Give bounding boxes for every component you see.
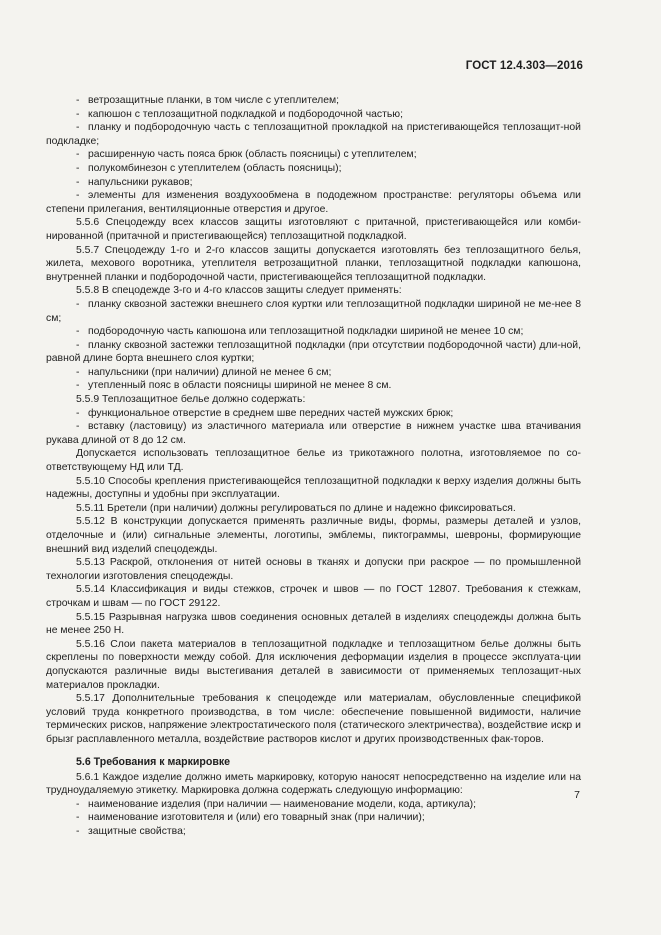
paragraph-5-6-1: 5.6.1 Каждое изделие должно иметь маркировку, которую наносят непосредственно на изделие или на трудноудаляемую этикетку. Маркировка должна содержать следующую информацию: <box>46 771 581 797</box>
document-code-header: ГОСТ 12.4.303—2016 <box>465 60 583 72</box>
list-item: - напульсники (при наличии) длиной не менее 6 см; <box>76 366 332 378</box>
page-number: 7 <box>574 789 580 801</box>
list-item: - защитные свойства; <box>76 825 186 837</box>
list-item: - вставку (ластовицу) из эластичного материала или отверстие в нижнем участке шва втачивания рукава длиной от 8 до 12 см. <box>46 421 581 446</box>
paragraph-5-5-8: 5.5.8 В спецодежде 3-го и 4-го классов защиты следует применять: <box>76 285 402 297</box>
paragraph-5-5-17: 5.5.17 Дополнительные требования к спецодежде или материалам, обусловленные спецификой условий труда конкретного производства, в том числе: обеспечение повышенной видимости, наличие термических рисков, напряжение электростатического поля (статического электричества), воздействие искр и брызг расплавленного металла, воздействие растворов кислот и других производственных фак-торов. <box>46 693 581 745</box>
list-item: - элементы для изменения воздухообмена в пододежном пространстве: регуляторы объема или степени прилегания, вентиляционные отверстия и другое. <box>46 190 581 215</box>
paragraph-5-5-9-note: Допускается использовать теплозащитное белье из трикотажного полотна, изготовляемое по со-ответствующему НД или ТД. <box>46 448 581 474</box>
paragraph-5-5-15: 5.5.15 Разрывная нагрузка швов соединения основных деталей в изделиях спецодежды должна быть не менее 250 Н. <box>46 611 581 637</box>
dash-bullet: - <box>76 298 80 310</box>
dash-bullet: - <box>76 812 80 824</box>
paragraph-5-5-7: 5.5.7 Спецодежду 1-го и 2-го классов защиты допускается изготовлять без теплозащитного белья, жилета, мехового воротника, утеплителя ветрозащитной планки, теплозащитной подкладки капюшона, внутренней планки и подбородочной части, пристегивающейся теплозащитной подкладки. <box>46 244 581 283</box>
paragraph-5-5-10: 5.5.10 Способы крепления пристегивающейся теплозащитной подкладки к верху изделия должны быть надежны, доступны и удобны при эксплуатации. <box>46 475 581 501</box>
dash-bullet: - <box>76 339 80 351</box>
dash-bullet: - <box>76 798 80 810</box>
list-item: - ветрозащитные планки, в том числе с утеплителем; <box>76 95 340 106</box>
list-item: - капюшон с теплозащитной подкладкой и подбородочной частью; <box>76 108 403 120</box>
paragraph-5-5-6: 5.5.6 Спецодежду всех классов защиты изготовляют с притачной, пристегивающейся или комби-нированной (притачной и пристегивающейся) теплозащитной подкладкой. <box>46 217 581 242</box>
paragraph-5-5-11: 5.5.11 Бретели (при наличии) должны регулироваться по длине и надежно фиксироваться. <box>76 502 516 514</box>
paragraph-5-5-9: 5.5.9 Теплозащитное белье должно содержать: <box>76 394 306 406</box>
list-item: - планку и подбородочную часть с теплозащитной прокладкой на пристегивающейся теплозащит-ной подкладке; <box>46 122 581 147</box>
dash-bullet: - <box>76 162 80 174</box>
list-item: - расширенную часть пояса брюк (область поясницы) с утеплителем; <box>76 149 417 161</box>
dash-bullet: - <box>76 149 80 161</box>
list-item: - наименование изделия (при наличии — наименование модели, кода, артикула); <box>76 798 477 810</box>
list-item: - функциональное отверстие в среднем шве передних частей мужских брюк; <box>76 407 454 419</box>
dash-bullet: - <box>76 380 80 392</box>
list-item: - утепленный пояс в области поясницы шириной не менее 8 см. <box>76 380 392 392</box>
dash-bullet: - <box>76 326 80 338</box>
dash-bullet: - <box>76 825 80 837</box>
dash-bullet: - <box>76 122 80 134</box>
dash-bullet: - <box>76 190 80 202</box>
paragraph-5-5-16: 5.5.16 Слои пакета материалов в теплозащитной подкладке и теплозащитном белье должны быть скреплены по поверхности между собой. Для исключения деформации изделия в процессе эксплуата-ции допускаются различные виды выстегивания деталей в зависимости от применяемых теплозащит-ных материалов прокладки. <box>46 638 581 691</box>
list-item: - планку сквозной застежки внешнего слоя куртки или теплозащитной подкладки шириной не ме-нее 8 см; <box>46 298 581 324</box>
paragraph-5-5-13: 5.5.13 Раскрой, отклонения от нитей основы в тканях и допуски при раскрое — по промышленной технологии изготовления спецодежды. <box>46 557 581 582</box>
section-heading-5-6: 5.6 Требования к маркировке <box>76 755 231 768</box>
dash-bullet: - <box>76 176 80 188</box>
dash-bullet: - <box>76 95 80 106</box>
document-body <box>46 94 581 838</box>
dash-bullet: - <box>76 108 80 120</box>
dash-bullet: - <box>76 366 80 378</box>
list-item: - напульсники рукавов; <box>76 176 193 188</box>
dash-bullet: - <box>76 407 80 419</box>
paragraph-5-5-12: 5.5.12 В конструкции допускается применять различные виды, формы, размеры деталей и узлов, отделочные и (или) сигнальные элементы, логотипы, эмблемы, пиктограммы, шевроны, формирующие внешний вид изделий спецодежды. <box>46 516 581 555</box>
list-item: - наименование изготовителя и (или) его товарный знак (при наличии); <box>76 812 425 824</box>
dash-bullet: - <box>76 421 80 433</box>
list-item: - подбородочную часть капюшона или теплозащитной подкладки шириной не менее 10 см; <box>76 326 524 338</box>
paragraph-5-5-14: 5.5.14 Классификация и виды стежков, строчек и швов — по ГОСТ 12807. Требования к стежкам, строчкам и швам — по ГОСТ 29122. <box>46 584 581 609</box>
list-item: - планку сквозной застежки теплозащитной подкладки (при отсутствии подбородочной части) дли-ной, равной длине борта внешнего слоя куртки; <box>46 339 581 365</box>
list-item: - полукомбинезон с утеплителем (область поясницы); <box>76 162 342 174</box>
